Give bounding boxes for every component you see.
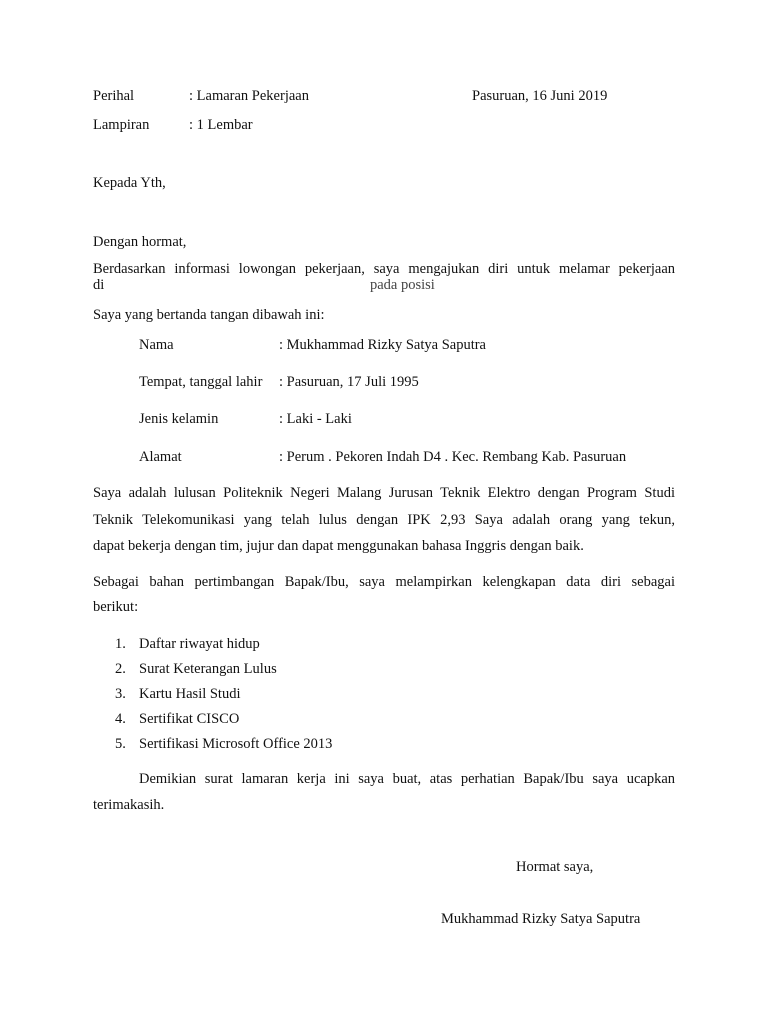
closing-line-2: terimakasih. — [93, 797, 165, 813]
greeting: Dengan hormat, — [93, 234, 187, 250]
paragraph2-line-2: berikut: — [93, 599, 139, 615]
list-item: Daftar riwayat hidup — [139, 636, 260, 652]
list-item: Kartu Hasil Studi — [139, 686, 241, 702]
lampiran-value: : 1 Lembar — [189, 117, 253, 133]
list-item-number: 5. — [115, 736, 126, 752]
paragraph1-line-1: Saya adalah lulusan Politeknik Negeri Malang Jurusan Teknik Elektro dengan Program Studi — [93, 485, 675, 501]
recipient: Kepada Yth, — [93, 175, 166, 191]
detail-label: Jenis kelamin — [139, 411, 219, 427]
list-item: Sertifikasi Microsoft Office 2013 — [139, 736, 333, 752]
detail-label: Nama — [139, 337, 174, 353]
signed-intro: Saya yang bertanda tangan dibawah ini: — [93, 307, 325, 323]
detail-label: Alamat — [139, 449, 182, 465]
signature-name: Mukhammad Rizky Satya Saputra — [441, 911, 641, 927]
intro-line-2-end: pada posisi — [370, 277, 435, 293]
paragraph1-line-2: Teknik Telekomunikasi yang telah lulus dengan IPK 2,93 Saya adalah orang yang tekun, — [93, 512, 675, 528]
detail-value: : Perum . Pekoren Indah D4 . Kec. Rembang Kab. Pasuruan — [279, 449, 627, 465]
list-item: Surat Keterangan Lulus — [139, 661, 277, 677]
list-item-number: 4. — [115, 711, 126, 727]
lampiran-label: Lampiran — [93, 117, 150, 133]
list-item: Sertifikat CISCO — [139, 711, 240, 727]
detail-label: Tempat, tanggal lahir — [139, 374, 263, 390]
intro-line-2-start: di — [93, 277, 105, 293]
perihal-label: Perihal — [93, 88, 135, 104]
perihal-value: : Lamaran Pekerjaan — [189, 88, 309, 104]
paragraph2-line-1: Sebagai bahan pertimbangan Bapak/Ibu, saya melampirkan kelengkapan data diri sebagai — [93, 574, 675, 590]
detail-value: : Mukhammad Rizky Satya Saputra — [279, 337, 486, 353]
list-item-number: 3. — [115, 686, 126, 702]
detail-value: : Laki - Laki — [279, 411, 352, 427]
list-item-number: 1. — [115, 636, 126, 652]
letter-date: Pasuruan, 16 Juni 2019 — [472, 88, 608, 104]
intro-line-1: Berdasarkan informasi lowongan pekerjaan, saya mengajukan diri untuk melamar pekerjaan — [93, 261, 675, 277]
detail-value: : Pasuruan, 17 Juli 1995 — [279, 374, 419, 390]
signature-salutation: Hormat saya, — [516, 859, 594, 875]
closing-line-1: Demikian surat lamaran kerja ini saya buat, atas perhatian Bapak/Ibu saya ucapkan — [139, 771, 675, 787]
list-item-number: 2. — [115, 661, 126, 677]
paragraph1-line-3: dapat bekerja dengan tim, jujur dan dapat menggunakan bahasa Inggris dengan baik. — [93, 538, 584, 554]
